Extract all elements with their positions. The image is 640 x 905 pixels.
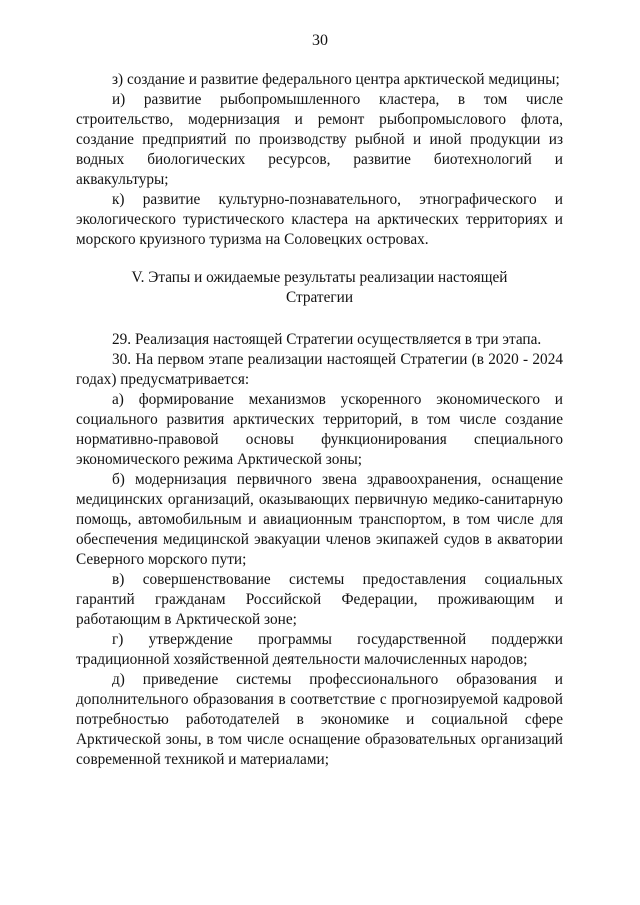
paragraph-item-g: г) утверждение программы государственной поддержки традиционной хозяйственной деятельности малочисленных народов; [76,631,563,668]
paragraph-30: 30. На первом этапе реализации настоящей Стратегии (в 2020 - 2024 годах) предусматривается: [76,351,563,388]
paragraph-item-v: в) совершенствование системы предоставления социальных гарантий гражданам Российской Федерации, проживающим и работающим в Арктической зоне; [76,571,563,628]
section-heading [76,268,563,308]
paragraph-29: 29. Реализация настоящей Стратегии осуществляется в три этапа. [112,331,542,348]
paragraph-item-k: к) развитие культурно-познавательного, этнографического и экологического туристического кластера на арктических территориях и морского круизного туризма на Соловецких островах. [76,191,563,248]
paragraph-item-i: и) развитие рыбопромышленного кластера, в том числе строительство, модернизация и ремонт рыбопромыслового флота, создание предприятий по производству рыбной и иной продукции из водных биологических ресурсов, развитие биотехнологий и аквакультуры; [76,91,563,188]
page-number: 30 [312,32,328,49]
document-body [76,70,563,770]
section-heading-line1: V. Этапы и ожидаемые результаты реализации настоящей [131,269,508,286]
paragraph-item-a: а) формирование механизмов ускоренного экономического и социального развития арктических территорий, в том числе создание нормативно-правовой основы функционирования специального экономического режима Арктической зоны; [76,391,563,468]
section-heading-line2: Стратегии [285,289,354,306]
paragraph-item-b: б) модернизация первичного звена здравоохранения, оснащение медицинских организаций, оказывающих первичную медико-санитарную помощь, автомобильным и авиационным транспортом, в том числе для обеспечения медицинской эвакуации членов экипажей судов в акватории Северного морского пути; [76,471,563,568]
paragraph-item-z: з) создание и развитие федерального центра арктической медицины; [112,71,560,88]
paragraph-item-d: д) приведение системы профессионального образования и дополнительного образования в соответствие с прогнозируемой кадровой потребностью работодателей в экономике и социальной сфере Арктической зоны, в том числе оснащение образовательных организаций современной техникой и материалами; [76,671,563,768]
